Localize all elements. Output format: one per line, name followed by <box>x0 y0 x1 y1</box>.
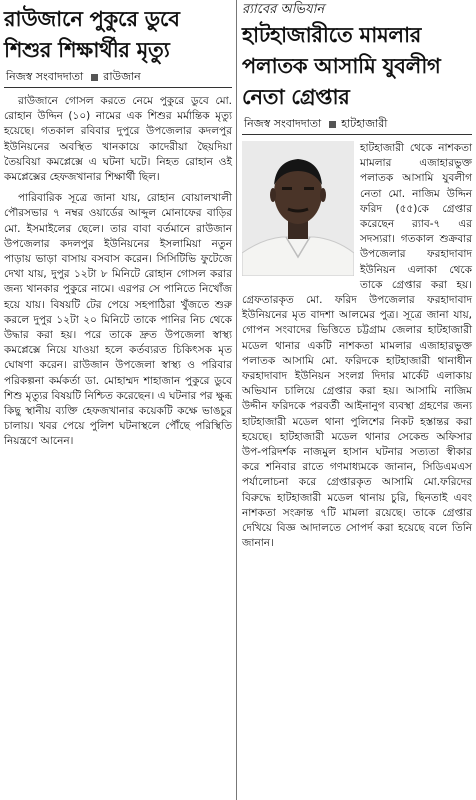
right-headline: হাটহাজারীতে মামলার পলাতক আসামি যুবলীগ নেতা গ্রেপ্তার <box>242 23 441 109</box>
right-byline-place: হাটহাজারী <box>341 117 388 130</box>
column-divider <box>236 0 237 800</box>
right-kicker: র‌্যাবের অভিযান <box>242 2 325 17</box>
left-byline <box>4 66 232 88</box>
left-paragraph-2: পারিবারিক সূত্রে জানা যায়, রোহান বোয়ালখালী পৌরসভার ৭ নম্বর ওয়ার্ডের আব্দুল মোনাফের বাড়ির মো. ইসমাইলের ছেলে। তার বাবা বর্তমানে রাউজান উপজেলার কদলপুর ইউনিয়নের ইসলামিয়া নতুন পাড়ায় ভাড়া বাসায় বসবাস করেন। সিসিটিভি ফুটেজে দেখা যায়, দুপুর ১২টা ৮ মিনিটে রোহান গোসল করার জন্য খানকার পুকুরে নামে। এরপর সে পানিতে নিখোঁজ হয়ে যায়। বিষয়টি টের পেয়ে সহপাঠিরা খুঁজতে শুরু করলে দুপুর ১২টা ২০ মিনিটে তাকে পানির নিচ থেকে উদ্ধার করা হয়। পরে তাকে দ্রুত উপজেলা স্বাস্থ্য কমপ্লেক্সে নিয়ে যাওয়া হলে কর্তব্যরত চিকিৎসক মৃত ঘোষণা করেন। রাউজান উপজেলা স্বাস্থ্য ও পরিবার পরিকল্পনা কর্মকর্তা ডা. মোহাম্মদ শাহাজান পুকুরে ডুবে শিশু মৃত্যুর বিষয়টি নিশ্চিত করেছেন। এ ঘটনার পর ক্ষুব্ধ কিছু স্থানীয় ব্যক্তি হেফজখানার কয়েকটি কক্ষে ভাঙচুর চালায়। খবর পেয়ে পুলিশ ঘটনাস্থলে পৌঁছে পরিস্থিতি নিয়ন্ত্রণে আনেন। <box>4 192 232 448</box>
right-byline <box>242 113 472 135</box>
right-byline-source: নিজস্ব সংবাদদাতা <box>244 117 322 130</box>
square-bullet-icon <box>91 74 98 81</box>
left-byline-place: রাউজান <box>103 70 141 83</box>
left-headline: রাউজানে পুকুরে ডুবে শিশুর শিক্ষার্থীর মৃত্যু <box>4 7 180 62</box>
right-article <box>242 0 472 557</box>
left-byline-source: নিজস্ব সংবাদদাতা <box>6 70 84 83</box>
portrait-illustration <box>242 141 354 276</box>
left-article <box>4 0 232 456</box>
portrait-photo-icon <box>242 141 354 276</box>
left-paragraph-1: রাউজানে গোসল করতে নেমে পুকুরে ডুবে মো. রোহান উদ্দিন (১০) নামের এক শিশুর মর্মান্তিক মৃত্যু হয়েছে। গতকাল রবিবার দুপুরে উপজেলার কদলপুর ইউনিয়নের অবস্থিত খানকায়ে কাদেরীয়া ছৈয়দিয়া তৈয়বিয়া কমপ্লেক্সে এ ঘটনা ঘটে। নিহত রোহান ওই কমপ্লেক্সের হেফজখানার শিক্ষার্থী ছিল। <box>4 95 232 184</box>
right-paragraph-1: হাটহাজারী থেকে নাশকতা মামলার এজাহারভুক্ত পলাতক আসামি যুবলীগ নেতা মো. নাজিম উদ্দিন ফরিদ (৫৫)কে গ্রেপ্তার করেছেন র‌্যাব-৭ এর সদস্যরা। গতকাল শুক্রবার উপজেলার ফরহাদাবাদ ইউনিয়ন এলাকা থেকে তাকে গ্রেপ্তার করা হয়। গ্রেফতারকৃত মো. ফরিদ উপজেলার ফরহাদাবাদ ইউনিয়নের মৃত বাদশা আলমের পুত্র। সূত্রে জানা যায়, গোপন সংবাদের ভিত্তিতে চট্টগ্রাম জেলার হাটহাজারী মডেল থানার একটি নাশকতা মামলার এজাহারভুক্ত পলাতক আসামি মো. ফরিদকে হাটহাজারী থানাধীন ফরহাদাবাদ ইউনিয়ন সংলগ্ন দিদার মার্কেট এলাকায় অভিযান চালিয়ে গ্রেপ্তার করা হয়। আসামি নাজিম উদ্দীন ফরিদকে পরবর্তী আইনানুগ ব্যবস্থা গ্রহণের জন্য হাটহাজারী মডেল থানা পুলিশের নিকট হস্তান্তর করা হয়েছে। হাটহাজারী মডেল থানার সেকেন্ড অফিসার উপ-পরিদর্শক নাজমুল হাসান ঘটনার সত্যতা স্বীকার করে শনিবার রাতে গণমাধ্যমকে জানান, সিডিএমএস পর্যালোচনা করে গ্রেপ্তারকৃত আসামি মো.ফরিদের বিরুদ্ধে হাটহাজারী মডেল থানায় চুরি, ছিনতাই এবং নাশকতা সংক্রান্ত ৭টি মামলা রয়েছে। তাকে গ্রেপ্তার দেখিয়ে বিজ্ঞ আদালতে সোপর্দ করা হয়েছে বলে তিনি জানান। <box>242 142 472 550</box>
square-bullet-icon <box>329 121 336 128</box>
